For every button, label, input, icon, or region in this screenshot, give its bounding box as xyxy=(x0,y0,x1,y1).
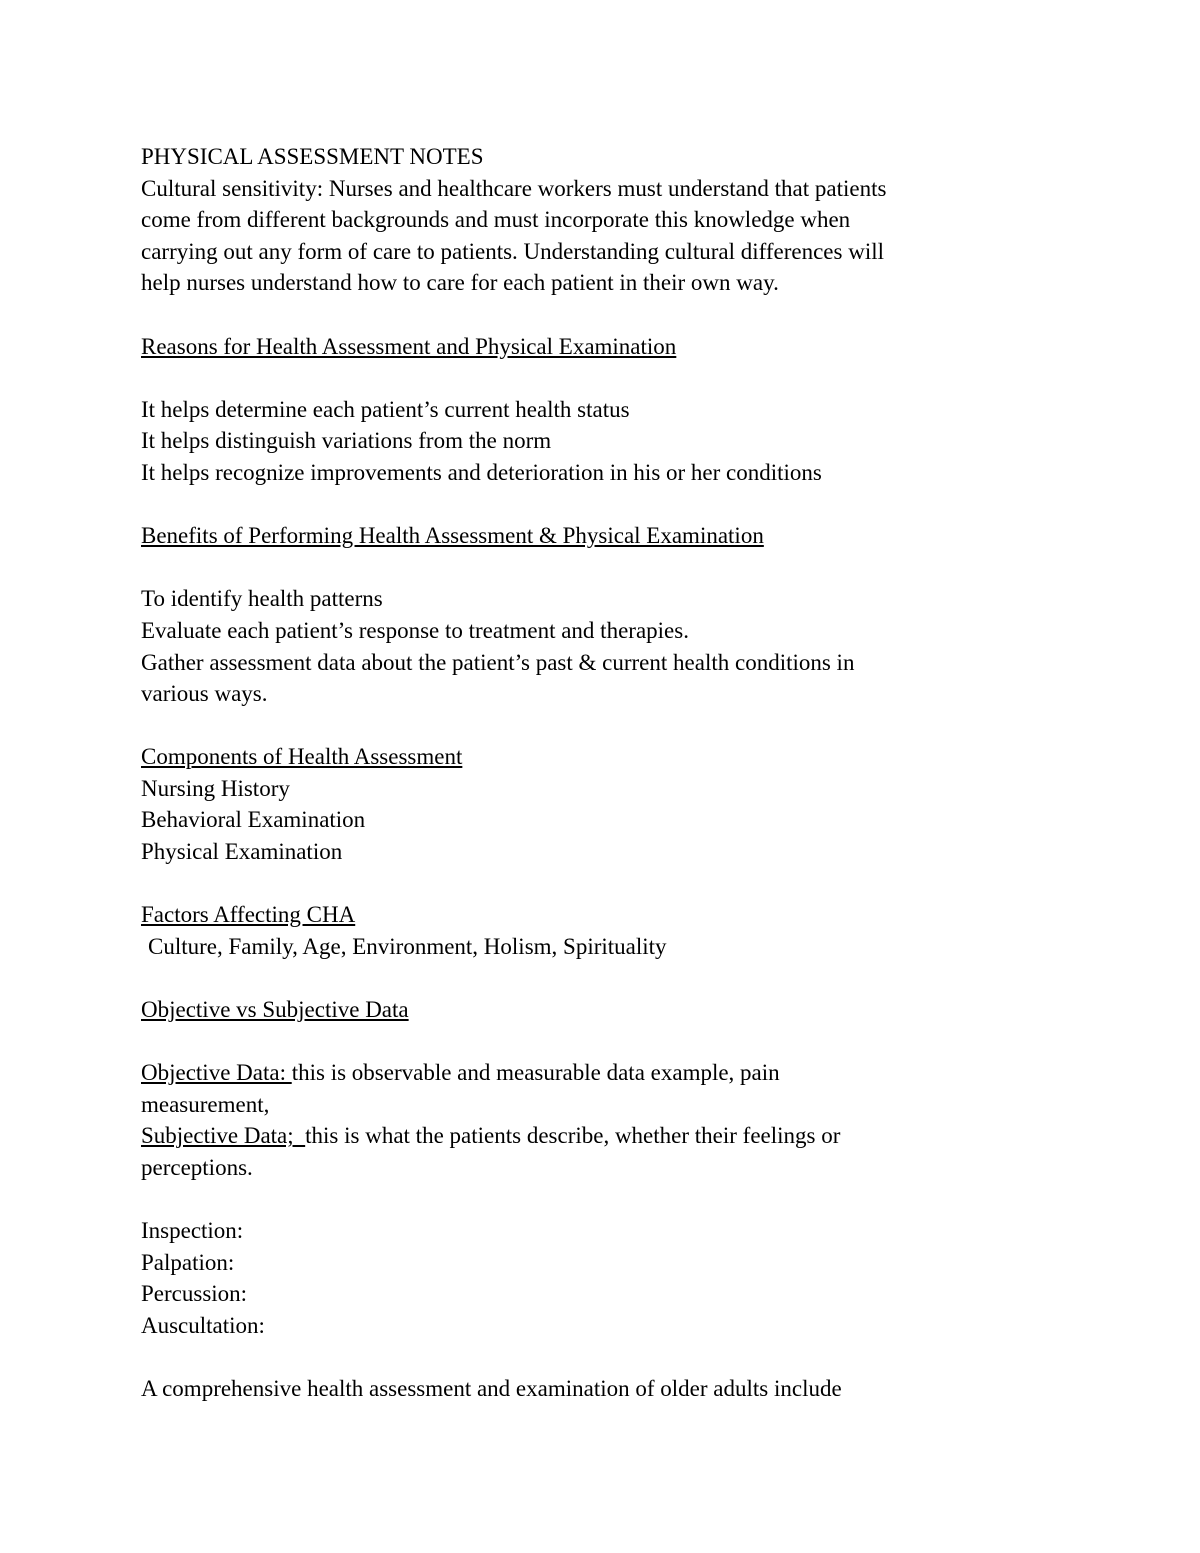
subjective-data-text-cont: perceptions. xyxy=(141,1155,253,1180)
benefits-heading: Benefits of Performing Health Assessment & Physical Examination xyxy=(141,523,764,549)
techniques-list xyxy=(141,1215,1071,1341)
objective-data-entry xyxy=(141,1057,1071,1120)
reasons-item: It helps recognize improvements and deterioration in his or her conditions xyxy=(141,459,822,485)
objective-data-line xyxy=(141,1057,1071,1089)
document-page xyxy=(141,141,1071,1405)
components-item: Physical Examination xyxy=(141,839,343,865)
intro-paragraph xyxy=(141,173,1071,299)
subjective-data-line xyxy=(141,1120,1071,1152)
factors-heading: Factors Affecting CHA xyxy=(141,902,356,928)
spacer xyxy=(141,489,1071,521)
components-heading: Components of Health Assessment xyxy=(141,744,463,770)
components-item xyxy=(141,773,1071,805)
document-title: PHYSICAL ASSESSMENT NOTES xyxy=(141,144,484,169)
spacer xyxy=(141,552,1071,584)
intro-line: come from different backgrounds and must incorporate this knowledge when xyxy=(141,207,851,233)
objective-data-text-cont: measurement, xyxy=(141,1091,270,1117)
components-item: Behavioral Examination xyxy=(141,807,366,833)
components-list xyxy=(141,773,1071,868)
reasons-heading: Reasons for Health Assessment and Physical Examination xyxy=(141,333,677,359)
components-item-text: Nursing History xyxy=(141,775,290,801)
technique-item: Palpation: xyxy=(141,1249,235,1275)
subjective-data-text: this is what the patients describe, whether their feelings or xyxy=(305,1123,841,1149)
benefits-item: To identify health patterns xyxy=(141,586,383,612)
spacer xyxy=(141,868,1071,900)
reasons-list xyxy=(141,394,1071,489)
spacer xyxy=(141,299,1071,331)
benefits-item: Gather assessment data about the patient’s past & current health conditions in xyxy=(141,649,855,675)
spacer xyxy=(141,962,1071,994)
intro-line: Cultural sensitivity: Nurses and healthcare workers must understand that patients xyxy=(141,175,887,201)
subjective-data-label: Subjective Data; xyxy=(141,1123,306,1149)
closing-sentence: A comprehensive health assessment and examination of older adults include xyxy=(141,1376,842,1402)
benefits-item: Evaluate each patient’s response to treatment and therapies. xyxy=(141,617,689,643)
intro-line: help nurses understand how to care for each patient in their own way. xyxy=(141,270,779,296)
objective-data-text: this is observable and measurable data example, pain xyxy=(291,1060,780,1086)
technique-item: Inspection: xyxy=(141,1218,244,1244)
spacer xyxy=(141,1342,1071,1374)
spacer xyxy=(141,710,1071,742)
technique-item: Auscultation: xyxy=(141,1312,265,1338)
benefits-list xyxy=(141,583,1071,709)
intro-line: carrying out any form of care to patients. Understanding cultural differences will xyxy=(141,238,884,264)
spacer xyxy=(141,1184,1071,1216)
objective-data-label: Objective Data: xyxy=(141,1060,292,1086)
reasons-item: It helps determine each patient’s current health status xyxy=(141,396,630,422)
factors-text: Culture, Family, Age, Environment, Holism, Spirituality xyxy=(148,933,667,959)
subjective-data-entry xyxy=(141,1120,1071,1183)
technique-item: Percussion: xyxy=(141,1281,248,1307)
spacer xyxy=(141,362,1071,394)
spacer xyxy=(141,1026,1071,1058)
reasons-item: It helps distinguish variations from the norm xyxy=(141,428,552,454)
data-types-heading: Objective vs Subjective Data xyxy=(141,997,409,1023)
benefits-item: various ways. xyxy=(141,681,268,707)
